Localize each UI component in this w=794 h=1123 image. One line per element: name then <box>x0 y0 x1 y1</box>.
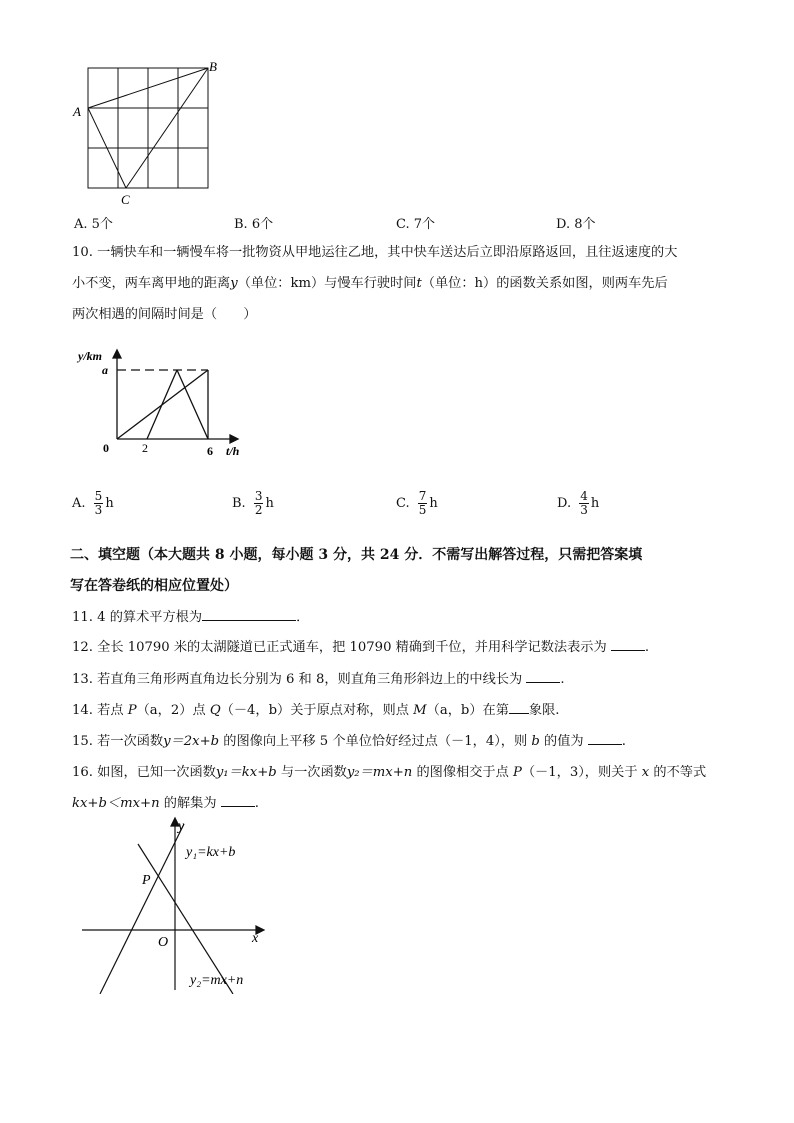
q10-choice-c: C. $\frac{7}{5}$ h <box>396 489 438 517</box>
q10-line-1: 10. 一辆快车和一辆慢车将一批物资从甲地运往乙地，其中快车送达后立即沿原路返回，且往返速度的大 <box>72 245 678 260</box>
q15: 15. 若一次函数y＝2x+b 的图像向上平移 5 个单位恰好经过点（－1，4），则 b 的值为 . <box>72 734 626 749</box>
q9-choice-b: B. 6个 <box>234 217 274 232</box>
section-2-heading-line-2: 写在答卷纸的相应位置处） <box>70 578 238 594</box>
section-2-heading-line-1: 二、填空题（本大题共 8 小题，每小题 3 分，共 24 分．不需写出解答过程，只需把答案填 <box>70 547 643 563</box>
q10-choice-a: A. $\frac{5}{3}$ h <box>72 489 114 517</box>
graph-x6: 6 <box>207 444 213 458</box>
point-b-label: B <box>209 59 217 74</box>
fig16-y1-label: y₁=kx+b <box>186 845 236 860</box>
graph-x2: 2 <box>142 441 148 455</box>
graph-ylabel: y/km <box>78 349 102 363</box>
q14-answer-blank[interactable] <box>509 701 529 714</box>
fig16-x-label: x <box>252 931 259 946</box>
point-a-label: A <box>73 104 81 119</box>
q10-line-3: 两次相遇的间隔时间是（ ） <box>72 307 257 322</box>
fig16-p-label: P <box>142 873 151 888</box>
q16-line-2: kx+b＜mx+n 的解集为 . <box>72 796 259 811</box>
q10-choice-d: D. $\frac{4}{3}$ h <box>557 489 600 517</box>
q9-choice-a: A. 5个 <box>74 217 113 232</box>
q10-line-2: 小不变，两车离甲地的距离y（单位：km）与慢车行驶时间t（单位：h）的函数关系如图，则两车先后 <box>72 276 668 291</box>
graph-origin: 0 <box>103 441 109 455</box>
q13: 13. 若直角三角形两直角边长分别为 6 和 8，则直角三角形斜边上的中线长为 . <box>72 672 565 687</box>
q9-choice-d: D. 8个 <box>556 217 596 232</box>
q15-answer-blank[interactable] <box>588 732 622 745</box>
q16-line-1: 16. 如图，已知一次函数y₁＝kx+b 与一次函数y₂＝mx+n 的图像相交于点 P（－1，3），则关于 x 的不等式 <box>72 765 707 780</box>
graph-xlabel: t/h <box>226 444 240 458</box>
q16-answer-blank[interactable] <box>221 794 255 807</box>
q9-choice-c: C. 7个 <box>396 217 436 232</box>
q11: 11. 4 的算术平方根为 ． <box>72 610 310 625</box>
q11-answer-blank[interactable] <box>202 608 296 621</box>
q13-answer-blank[interactable] <box>526 670 560 683</box>
q16-figure <box>78 814 278 994</box>
q9-grid-figure <box>66 56 236 216</box>
q12: 12. 全长 10790 米的太湖隧道已正式通车，把 10790 精确到千位，并用科学记数法表示为 . <box>72 640 650 655</box>
fig16-o-label: O <box>158 935 169 950</box>
fig16-y-label: y <box>178 819 185 834</box>
point-c-label: C <box>121 192 130 207</box>
q12-answer-blank[interactable] <box>611 638 645 651</box>
fig16-y2-label: y₂=mx+n <box>190 973 244 988</box>
graph-a-label: a <box>102 363 108 377</box>
q10-graph <box>70 344 260 464</box>
q14: 14. 若点 P（a，2）点 Q（－4，b）关于原点对称，则点 M（a，b）在第 象限. <box>72 703 560 718</box>
q10-choice-b: B. $\frac{3}{2}$ h <box>232 489 274 517</box>
